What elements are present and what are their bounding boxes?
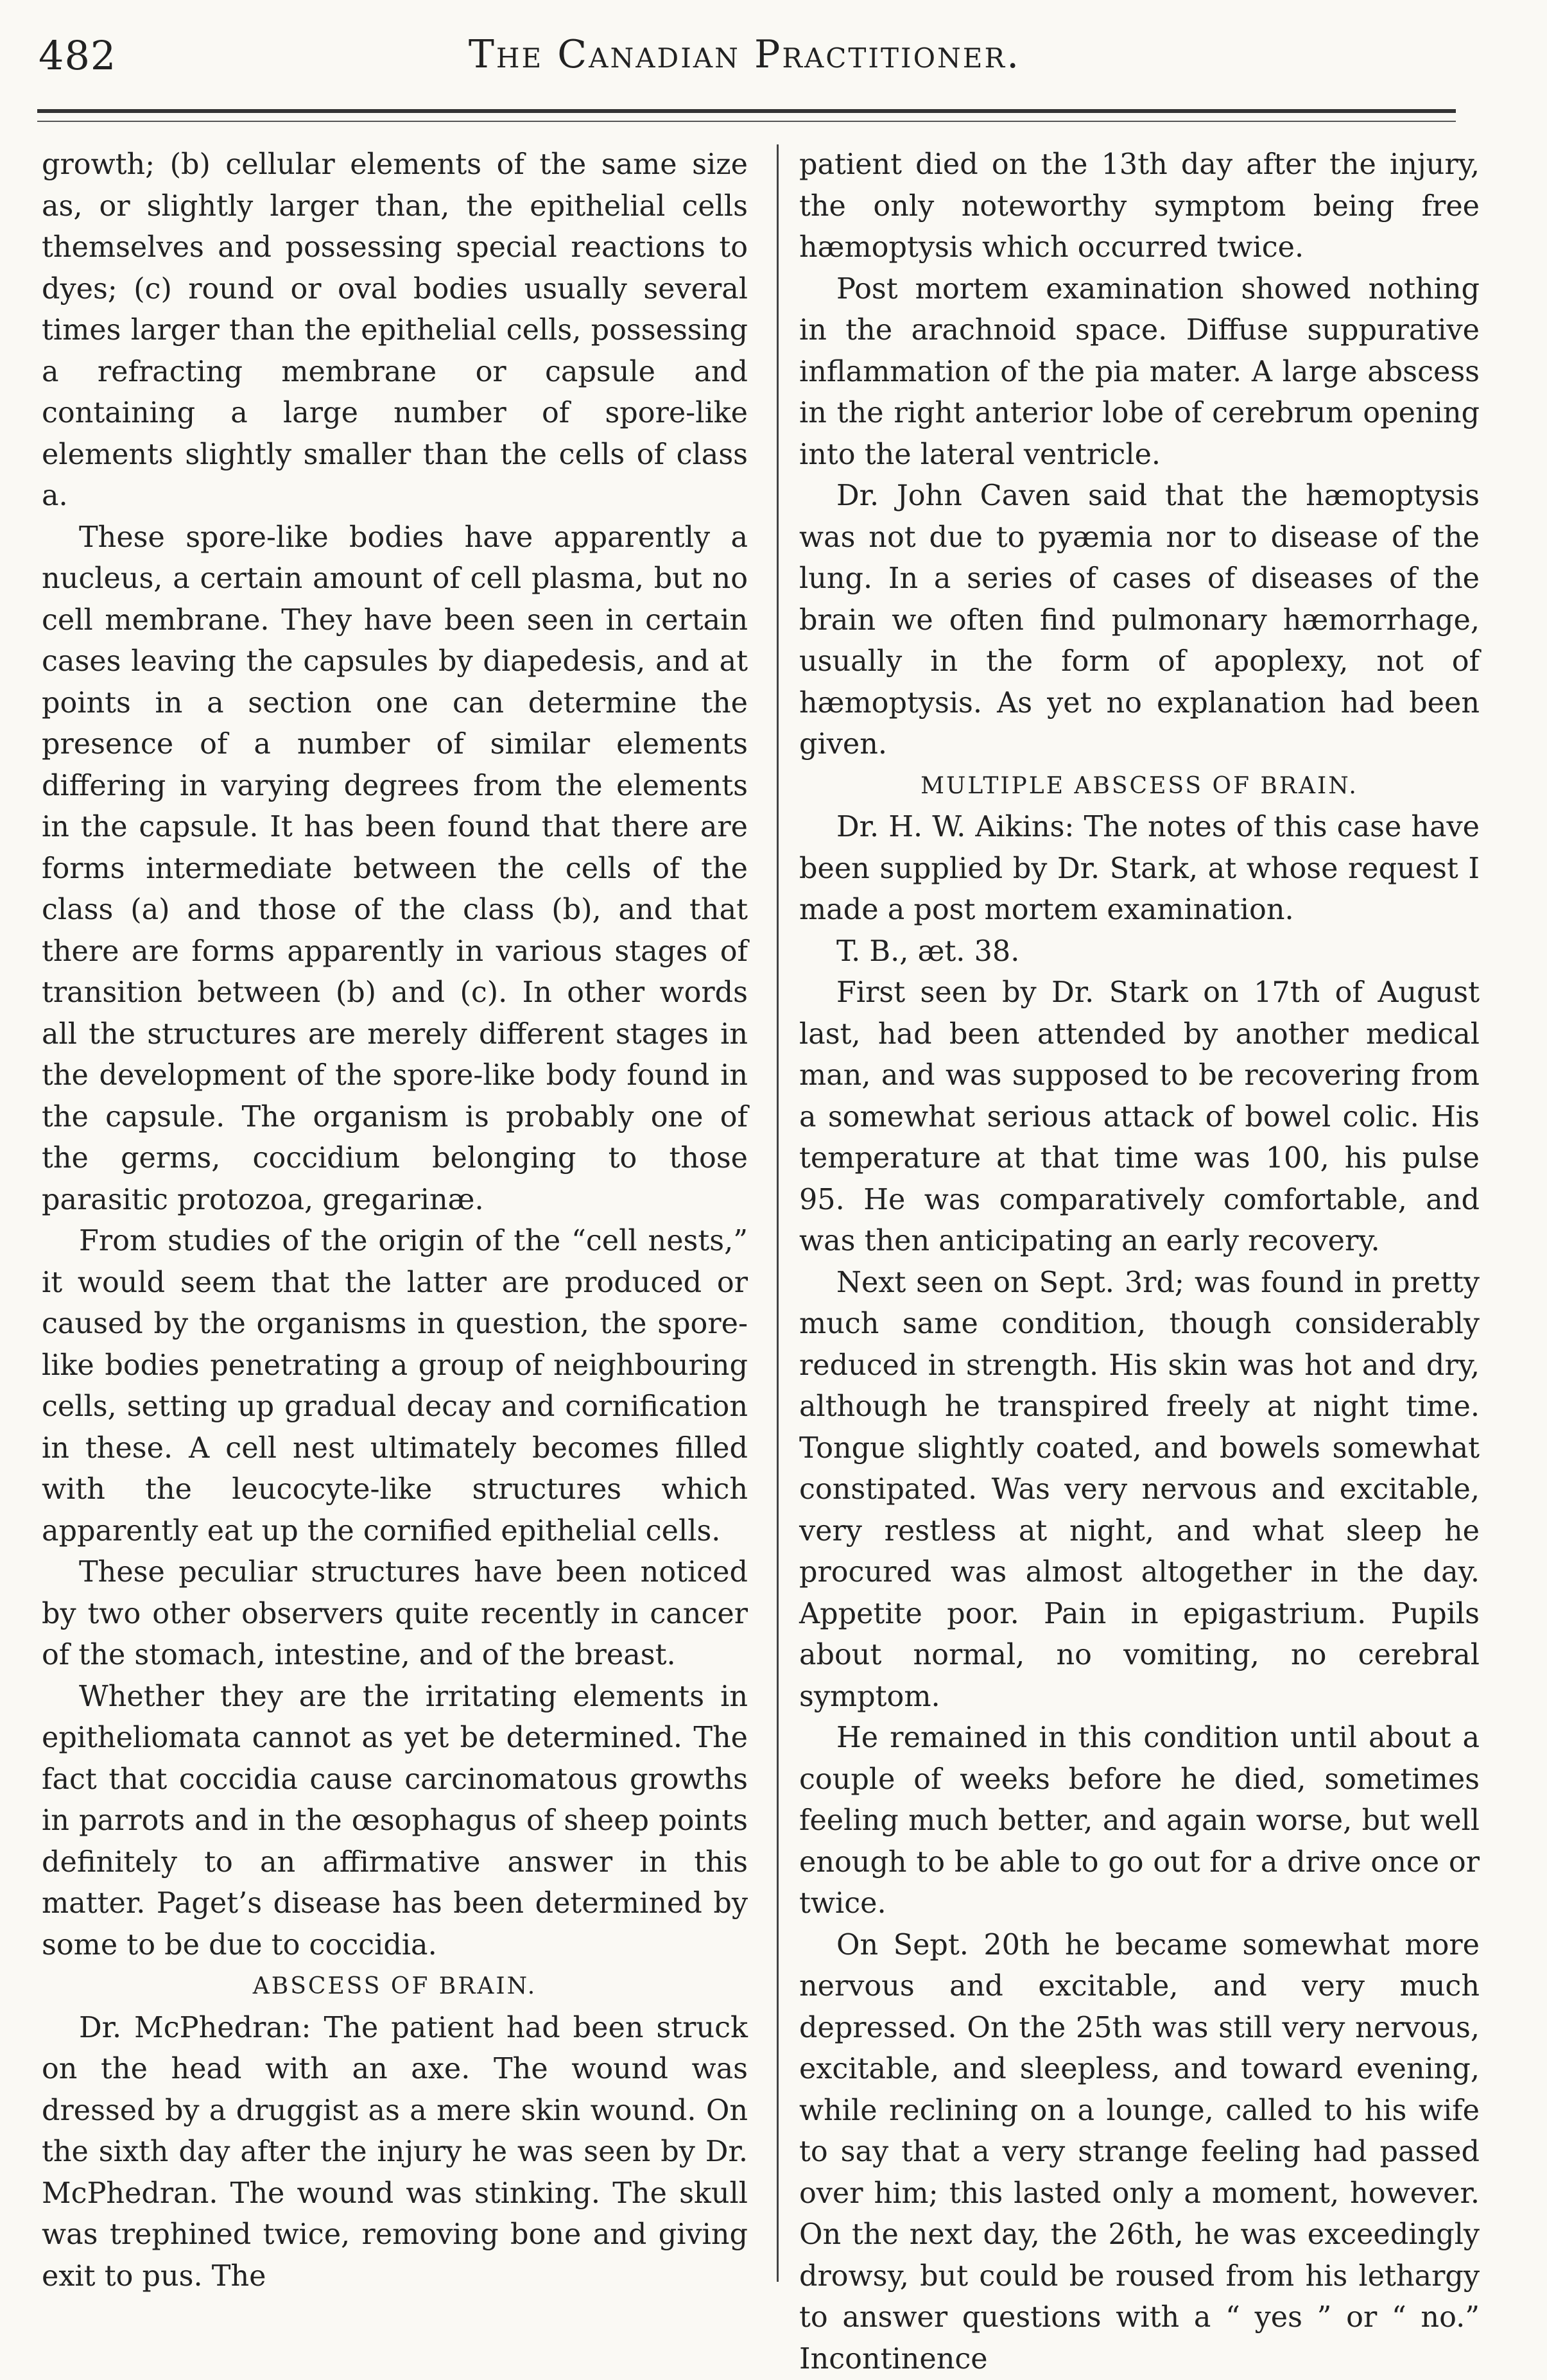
paragraph: From studies of the origin of the “cell nests,” it would seem that the latter are produced or caused by the organisms in question, the spore-like bodies penetrating a group of neighbouring cells, setting up gradual decay and cornification in these. A cell nest ultimately becomes filled with the leucocyte-like structures which apparently eat up the cornified epithelial cells. [42, 1221, 748, 1552]
paragraph: Dr. H. W. Aikins: The notes of this case have been supplied by Dr. Stark, at whose request I made a post mortem examination. [799, 807, 1480, 931]
paragraph: Dr. McPhedran: The patient had been struck on the head with an axe. The wound was dressed by a druggist as a mere skin wound. On the sixth day after the injury he was seen by Dr. McPhedran. The wound was stinking. The skull was trephined twice, removing bone and giving exit to pus. The [42, 2008, 748, 2298]
paragraph: These spore-like bodies have apparently a nucleus, a certain amount of cell plasma, but no cell membrane. They have been seen in certain cases leaving the capsules by diapedesis, and at points in a section one can determine the presence of a number of similar elements differing in varying degrees from the elements in the capsule. It has been found that there are forms intermediate between the cells of the class (a) and those of the class (b), and that there are forms apparently in various stages of transition between (b) and (c). In other words all the structures are merely different stages in the development of the spore-like body found in the capsule. The organism is probably one of the germs, coccidium belonging to those parasitic protozoa, gregarinæ. [42, 517, 748, 1221]
paragraph: On Sept. 20th he became somewhat more nervous and excitable, and very much depressed. On the 25th was still very nervous, excitable, and sleepless, and toward evening, while reclining on a lounge, called to his wife to say that a very strange feeling had passed over him; this lasted only a moment, however. On the next day, the 26th, he was exceedingly drowsy, but could be roused from his lethargy to answer questions with a “ yes ” or “ no.” Incontinence [799, 1925, 1480, 2380]
paragraph: patient died on the 13th day after the injury, the only noteworthy symptom being free hæmoptysis which occurred twice. [799, 144, 1480, 269]
paragraph: Next seen on Sept. 3rd; was found in pretty much same condition, though considerably reduced in strength. His skin was hot and dry, although he transpired freely at night time. Tongue slightly coated, and bowels somewhat constipated. Was very nervous and excitable, very restless at night, and what sleep he procured was almost altogether in the day. Appetite poor. Pain in epigastrium. Pupils about normal, no vomiting, no cerebral symptom. [799, 1263, 1480, 1718]
page-header [39, 32, 1451, 103]
paragraph: Dr. John Caven said that the hæmoptysis was not due to pyæmia nor to disease of the lung. In a series of cases of diseases of the brain we often find pulmonary hæmorrhage, usually in the form of apoplexy, not of hæmoptysis. As yet no explanation had been given. [799, 476, 1480, 766]
paragraph: Whether they are the irritating elements in epitheliomata cannot as yet be determined. The fact that coccidia cause carcinomatous growths in parrots and in the œsophagus of sheep points definitely to an affirmative answer in this matter. Paget’s disease has been determined by some to be due to coccidia. [42, 1677, 748, 1967]
column-divider [777, 144, 779, 2282]
paragraph: He remained in this condition until about a couple of weeks before he died, sometimes feeling much better, and again worse, but well enough to be able to go out for a drive once or twice. [799, 1718, 1480, 1925]
paragraph: T. B., æt. 38. [799, 931, 1480, 973]
page-number: 482 [39, 32, 116, 79]
running-title: The Canadian Practitioner. [39, 32, 1451, 77]
right-column [799, 144, 1480, 2380]
left-column [42, 144, 748, 2297]
paragraph: Post mortem examination showed nothing in the arachnoid space. Diffuse suppurative inflammation of the pia mater. A large abscess in the right anterior lobe of cerebrum opening into the lateral ventricle. [799, 269, 1480, 476]
paragraph: First seen by Dr. Stark on 17th of August last, had been attended by another medical man, and was supposed to be recovering from a somewhat serious attack of bowel colic. His temperature at that time was 100, his pulse 95. He was comparatively comfortable, and was then anticipating an early recovery. [799, 972, 1480, 1263]
section-heading: MULTIPLE ABSCESS OF BRAIN. [799, 766, 1480, 807]
header-rule-thin [37, 121, 1456, 122]
section-heading: ABSCESS OF BRAIN. [42, 1966, 748, 2008]
header-rule-thick [37, 109, 1456, 113]
paragraph: growth; (b) cellular elements of the same size as, or slightly larger than, the epithelial cells themselves and possessing special reactions to dyes; (c) round or oval bodies usually several times larger than the epithelial cells, possessing a refracting membrane or capsule and containing a large number of spore-like elements slightly smaller than the cells of class a. [42, 144, 748, 517]
paragraph: These peculiar structures have been noticed by two other observers quite recently in cancer of the stomach, intestine, and of the breast. [42, 1552, 748, 1677]
